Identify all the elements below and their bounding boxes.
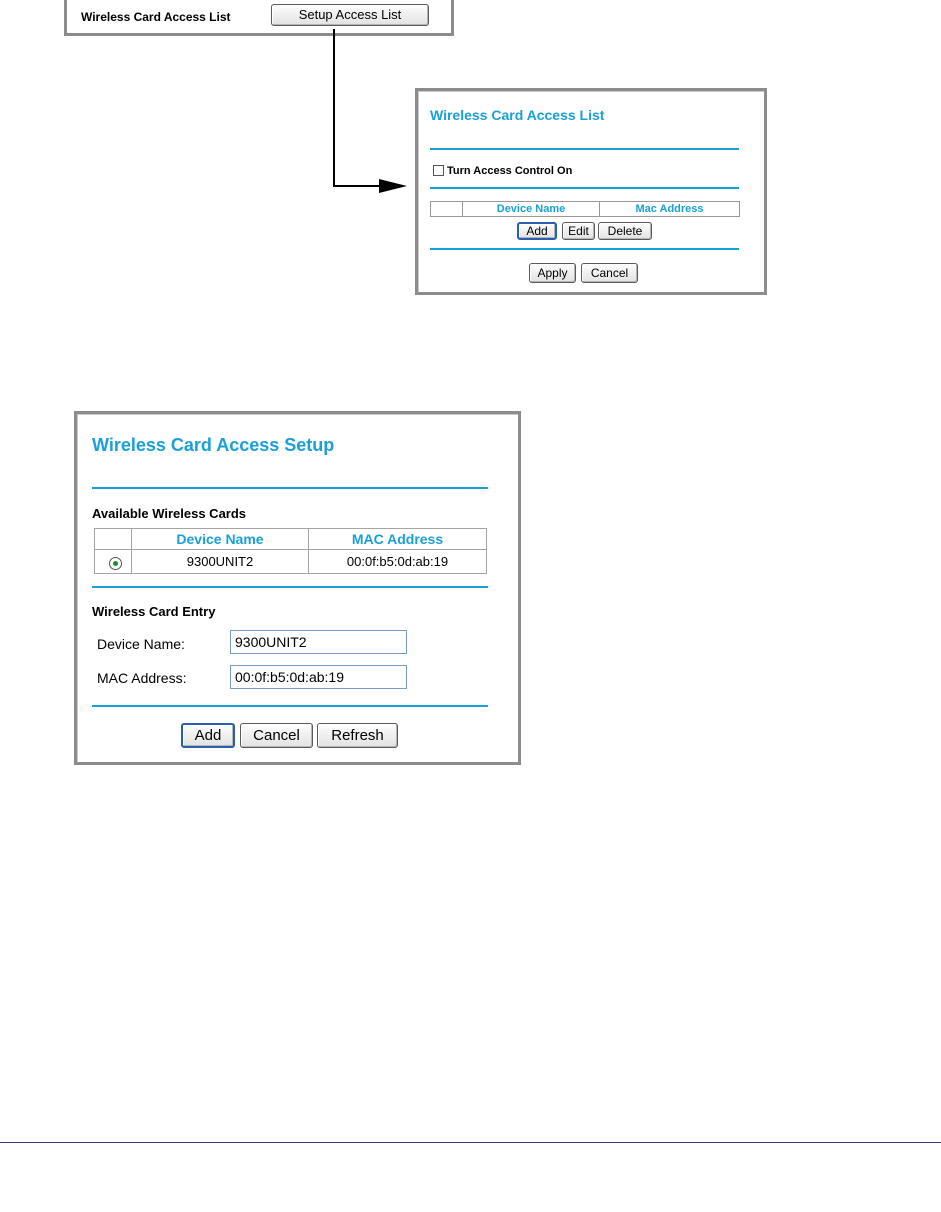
arrowhead-icon (379, 179, 407, 193)
setup-access-list-button[interactable]: Setup Access List (271, 4, 429, 26)
column-header-mac-address: Mac Address (635, 203, 704, 215)
mac-address-field[interactable] (230, 665, 407, 689)
refresh-button[interactable]: Refresh (317, 723, 398, 748)
footer-divider (0, 1142, 941, 1143)
cancel-button[interactable]: Cancel (240, 723, 313, 748)
wireless-card-access-setup-panel (74, 411, 521, 765)
column-header-device-name: Device Name (176, 531, 264, 547)
edit-button[interactable]: Edit (562, 222, 595, 240)
apply-button[interactable]: Apply (529, 263, 576, 283)
card-select-radio[interactable] (109, 557, 122, 570)
divider (430, 187, 739, 189)
access-list-table (430, 201, 740, 217)
access-control-checkbox-label: Turn Access Control On (447, 165, 573, 177)
column-header-select (95, 531, 131, 547)
column-header-mac-address: MAC Address (351, 531, 444, 547)
device-name-field[interactable] (230, 630, 407, 654)
table-cell-device-name: 9300UNIT2 (186, 554, 254, 569)
available-wireless-cards-heading: Available Wireless Cards (92, 506, 247, 521)
cancel-button[interactable]: Cancel (581, 263, 638, 283)
column-header-select (431, 202, 462, 216)
panel-title: Wireless Card Access Setup (92, 435, 335, 455)
mac-address-label: MAC Address: (97, 670, 187, 686)
wireless-card-access-list-panel (415, 88, 767, 295)
divider (92, 586, 488, 588)
divider (430, 248, 739, 250)
divider (92, 487, 488, 489)
add-button[interactable]: Add (181, 723, 235, 748)
available-cards-table (94, 528, 487, 574)
column-header-device-name: Device Name (496, 203, 566, 215)
add-button[interactable]: Add (517, 222, 557, 240)
table-cell-mac-address: 00:0f:b5:0d:ab:19 (346, 554, 449, 569)
divider (92, 705, 488, 707)
panel-title: Wireless Card Access List (430, 107, 605, 123)
connector-line (334, 29, 381, 186)
divider (430, 148, 739, 150)
delete-button[interactable]: Delete (598, 222, 652, 240)
device-name-label: Device Name: (97, 636, 185, 652)
wireless-card-entry-heading: Wireless Card Entry (92, 604, 216, 619)
wireless-card-access-list-label: Wireless Card Access List (81, 10, 231, 24)
router-page-strip (64, 0, 454, 36)
access-control-checkbox[interactable] (433, 165, 444, 176)
